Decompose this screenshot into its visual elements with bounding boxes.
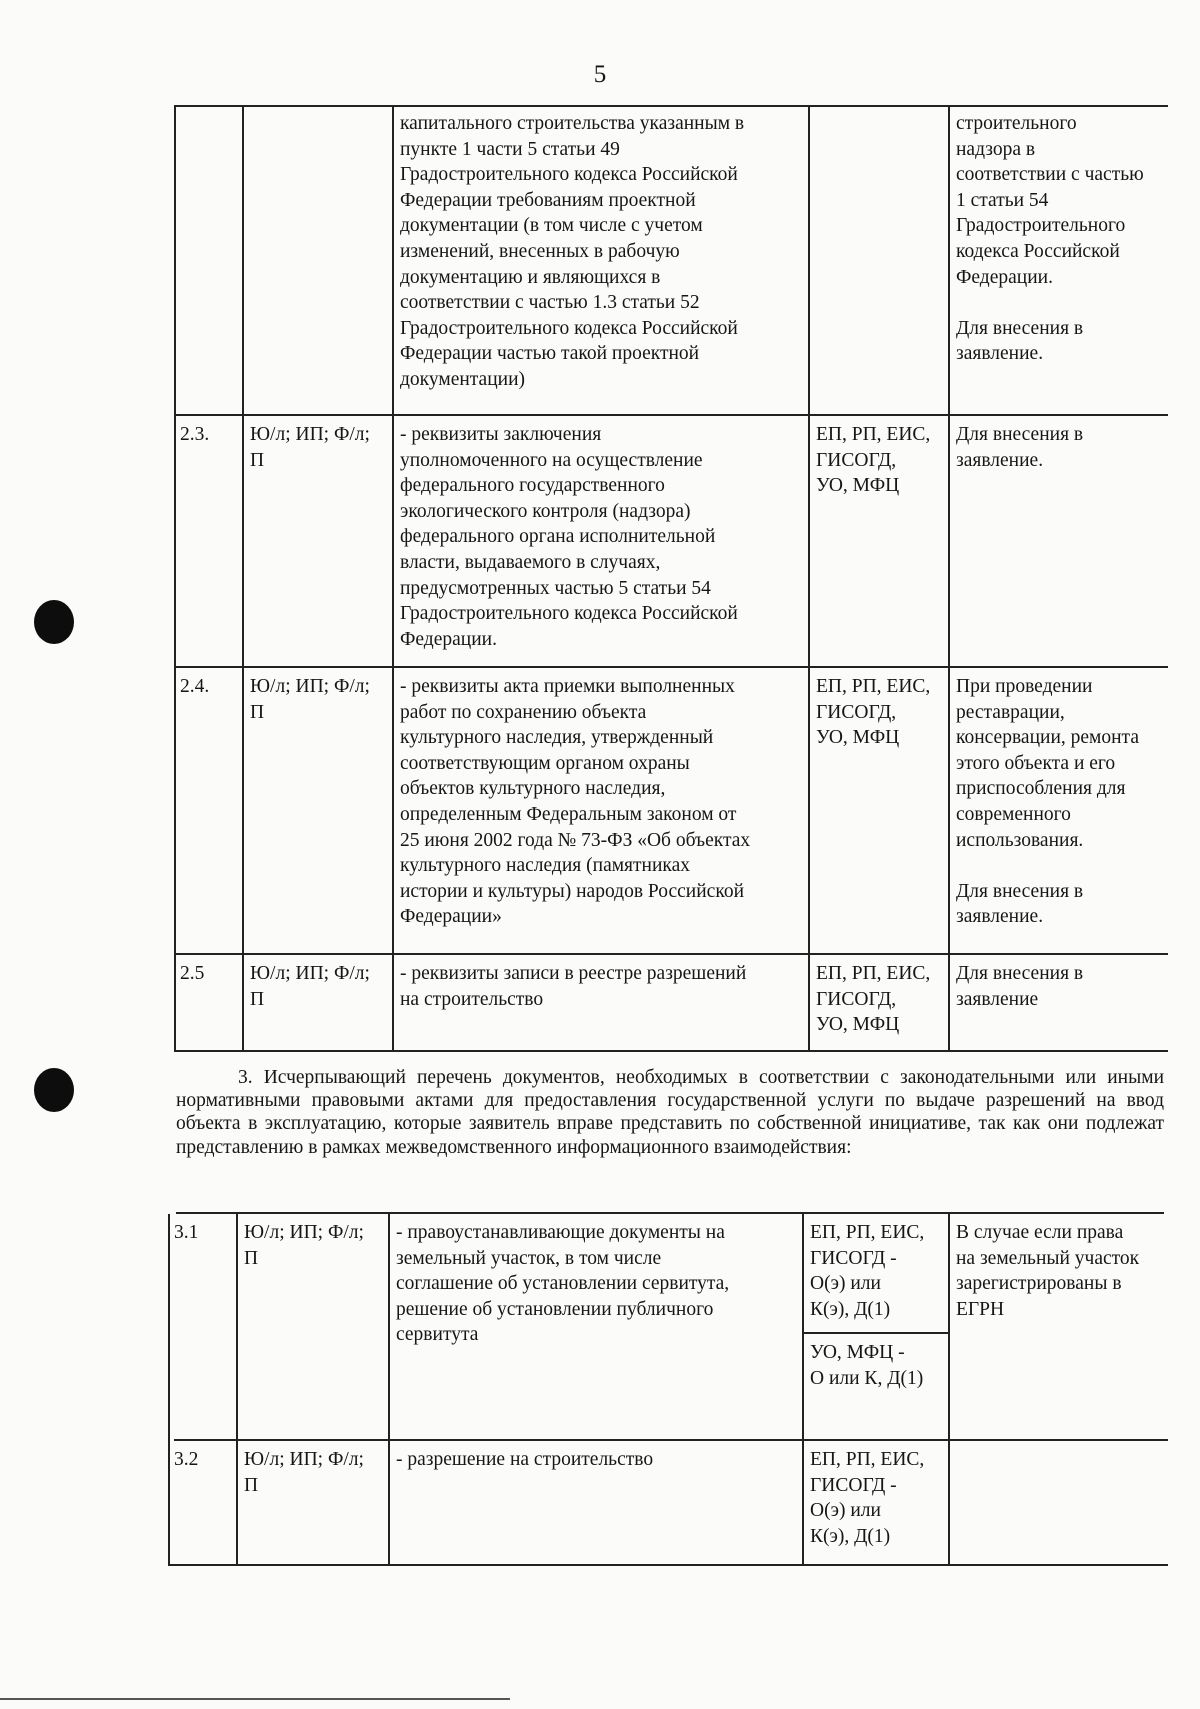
note-text: Для внесения в заявление (956, 963, 1084, 1010)
document-text: - правоустанавливающие документы на земельный участок, в том числе соглашение об установлении сервитута, решение об установлении публичного сервитута (396, 1222, 730, 1346)
row-number-text: 2.4. (180, 676, 210, 697)
applicant-category (244, 416, 394, 666)
document-text: - реквизиты акта приемки выполненных работ по сохранению объекта культурного наследия, утвержденный соответствующим органом охраны объектов культурного наследия, определенным Федеральным законом от 25 июня 2002 года № 73-ФЗ «Об объектах культурного наследия (памятниках истории и культуры) народов Российской Федерации» (400, 676, 751, 928)
applicant-text: Ю/л; ИП; Ф/л; П (244, 1449, 364, 1496)
applicant-category (244, 668, 394, 953)
submission-text: ЕП, РП, ЕИС, ГИСОГД - О(э) или К(э), Д(1) (810, 1449, 925, 1547)
document-text: - реквизиты записи в реестре разрешений на строительство (400, 963, 747, 1010)
row-number (174, 955, 244, 1050)
row-number-text: 2.5 (180, 963, 205, 984)
applicant-text: Ю/л; ИП; Ф/л; П (250, 963, 370, 1010)
table-row (174, 1214, 1168, 1441)
table-row (174, 105, 1168, 416)
row-number-text: 3.1 (174, 1222, 199, 1243)
submission-text: ЕП, РП, ЕИС, ГИСОГД, УО, МФЦ (816, 424, 931, 497)
table-row (174, 1441, 1168, 1566)
page-bottom-rule (0, 1698, 510, 1700)
submission-text-2: УО, МФЦ - О или К, Д(1) (810, 1342, 924, 1389)
table-bottom-border (168, 1564, 1168, 1566)
document-description (394, 416, 810, 666)
binder-hole (34, 600, 74, 644)
note (950, 1441, 1168, 1566)
note-text-2: Для внесения в заявление. (956, 880, 1084, 928)
note (950, 416, 1168, 666)
document-description (390, 1214, 804, 1439)
applicant-category (244, 955, 394, 1050)
note (950, 1214, 1168, 1439)
applicant-category (238, 1214, 390, 1439)
note-text: Для внесения в заявление. (956, 424, 1084, 471)
note-text: строительного надзора в соответствии с частью 1 статьи 54 Градостроительного кодекса Российской Федерации. (956, 113, 1144, 288)
submission-method (810, 668, 950, 953)
table-row (174, 955, 1168, 1052)
submission-text: ЕП, РП, ЕИС, ГИСОГД, УО, МФЦ (816, 676, 931, 749)
note-text: При проведении реставрации, консервации, ремонта этого объекта и его приспособления для современного использования. (956, 676, 1139, 851)
submission-text: ЕП, РП, ЕИС, ГИСОГД, УО, МФЦ (816, 963, 931, 1036)
document-description (394, 955, 810, 1050)
note (950, 955, 1168, 1050)
binder-hole (34, 1068, 74, 1112)
row-number (174, 668, 244, 953)
note-text: В случае если права на земельный участок зарегистрированы в ЕГРН (956, 1222, 1140, 1320)
section-3-text: 3. Исчерпывающий перечень документов, необходимых в соответствии с законодательными или иными нормативными правовыми актами для предоставления государственной услуги по выдаче разрешений на ввод объекта в эксплуатацию, которые заявитель вправе представить по собственной инициативе, так как они подлежат представлению в рамках межведомственного информационного взаимодействия: (176, 1067, 1164, 1158)
submission-method (810, 105, 950, 414)
row-number (174, 416, 244, 666)
note-text-2: Для внесения в заявление. (956, 317, 1084, 365)
submission-method (804, 1441, 950, 1566)
document-description (390, 1441, 804, 1566)
row-number (174, 105, 244, 414)
table-row (174, 416, 1168, 668)
page-number: 5 (593, 61, 607, 88)
row-number-text: 3.2 (174, 1449, 199, 1470)
note (950, 105, 1168, 414)
applicant-text: Ю/л; ИП; Ф/л; П (244, 1222, 364, 1269)
applicant-category (238, 1441, 390, 1566)
document-description (394, 668, 810, 953)
table-row (174, 668, 1168, 955)
document-text: - разрешение на строительство (396, 1449, 654, 1470)
document-text: - реквизиты заключения уполномоченного на осуществление федерального государственного экологического контроля (надзора) федерального органа исполнительной власти, выдаваемого в случаях, предусмотренных частью 5 статьи 54 Градостроительного кодекса Российской Федерации. (400, 424, 738, 650)
submission-method (810, 955, 950, 1050)
note (950, 668, 1168, 953)
document-description (394, 105, 810, 414)
applicant-text: Ю/л; ИП; Ф/л; П (250, 424, 370, 471)
row-number (168, 1441, 238, 1566)
document-text: капитального строительства указанным в пункте 1 части 5 статьи 49 Градостроительного кодекса Российской Федерации требованиям проектной документации (в том числе с учетом изменений, внесенных в рабочую документацию и являющихся в соответствии с частью 1.3 статьи 52 Градостроительного кодекса Российской Федерации частью такой проектной документации) (400, 113, 745, 390)
submission-text: ЕП, РП, ЕИС, ГИСОГД - О(э) или К(э), Д(1) (810, 1222, 925, 1320)
row-number-text: 2.3. (180, 424, 210, 445)
submission-method (804, 1214, 950, 1439)
applicant-category (244, 105, 394, 414)
applicant-text: Ю/л; ИП; Ф/л; П (250, 676, 370, 723)
section-3-paragraph (176, 1052, 1164, 1214)
row-number (168, 1214, 238, 1439)
submission-method (810, 416, 950, 666)
